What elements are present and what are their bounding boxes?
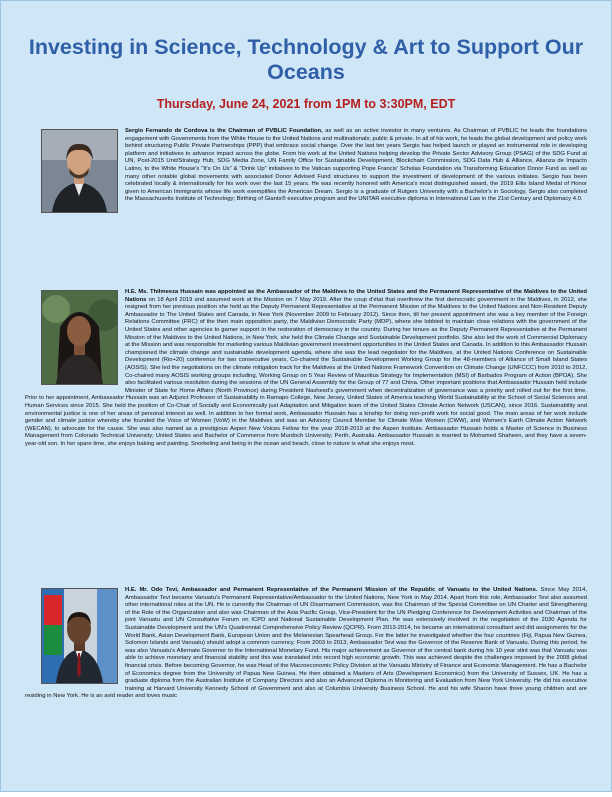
speaker-name-line: Sergio Fernando de Cordova is the Chairman of PVBLIC Foundation, — [125, 128, 323, 134]
speaker-name-line: H.E. Mr. Odo Tevi, Ambassador and Permanent Representative of the Permanent Mission of the Republic of Vanuatu to the United Nations. — [125, 587, 538, 593]
speaker-photo-thilmeeza — [41, 290, 118, 385]
bio-sergio-de-cordova — [25, 128, 587, 275]
bio-odo-tevi — [25, 587, 587, 797]
speaker-photo-odo-tevi — [41, 588, 118, 684]
speaker-photo-sergio — [41, 129, 118, 213]
speaker-bio-text: on 18 April 2019 and assumed work at the Mission on 7 May 2019. After the coup d'état that overthrew the first democratic government in the Maldives, in 2012, she resigned from her previous position she held as the Deputy Permanent Representative at the Permanent Mission of the Maldives to the United Nations and Non-Resident Deputy Ambassador to The United States and Canada, in New York (November 2009 to February 2012). Since then, till her present appointment she was a key member of the Foreign Relations Committee (FRC) of the then main opposition party, the Maldivian Democratic Party (MDP), where she lobbied to maintain close relations with the government of the United States and other agencies to garner support in the restoration of democracy in the country. During her tenure as the Deputy Permanent Representative at the Permanent Mission of the Maldives to the United Nations, in New York, she held the Climate Change and Sustainable Development portfolio. She also led the work of Commercial Diplomacy at the Mission and was responsible for marketing various Maldivian government investment opportunities in the United States and Canada. In addition to this Ambassador Hussain championed the climate change and sustainable development agenda, where she was the lead negotiator for the Maldives, at the United Nations Conference on Sustainable Development (Rio+20) conference for two consecutive years, Co-chaired the Sustainable Development Working Group for the 48-members of Alliance of Small Island States (AOSIS). She led the negotiations on the climate mitigation track for the Maldives at the United Nations Framework Convention on Climate Change (UNFCCC) from 2010 to 2012, Co-chaired many AOSIS working groups including, Working Group on 5 Year Review of Mauritius Strategy for Implementation (MSI) of Barbados Program of Action (BPOA). She also facilitated various resolution during the sessions of the UN General Assembly for the Group of 77 and China. Other important positions that Ambassador Hussain held include Minister of State for Home Affairs (North Province) during President Nasheed's government when decentralization of governance was a priority and rolled out for the first time. Prior to her appointment, Ambassador Hussain was an Adjunct Professor of Sustainability in Ramapo College, New Jersey, United States of America teaching World Sustainability at the School of Social Sciences and Human Services since 2015. She held the position of Co-Chair of Socially and Economically just Adaptation and Mitigation team of the United States Climate Action Network (USCAN), since 2016. Sustainability and environmental justice is one of her areas of personal interest as well. In addition to her formal work, Ambassador Hussain has a kinship for doing non-profit work for social good. The main areas of her work include gender and climate justice whereby she founded the Voice of Women (VoW) in the Maldives and was an Advisory Council Member for Climate Wise Women (CWW), and Women's Earth Climate Action Network (WECAN), to advocate for the cause. She was also named as a prestigious Aspen New Voices Fellow for the year 2018-2019 at the Aspen Institute. Ambassador Hussain holds a Master of Science in Business Management from Colorado Technical University; United States and Bachelor of Commerce from Murdoch University; Perth, Australia. Ambassador Hussain is married to Mohamed Shaheen, and they have a seven-year-old son. In her spare time, she enjoys baking and painting. Snorkeling and being in the ocean and beach, close to nature is what she enjoys most. — [25, 296, 587, 447]
speaker-bio-text: as well as an active investor in many ventures. As Chairman of PVBLIC he leads the foundations engagement with Governments from the White House to the United Nations and multinationals; public & private. In all of his work, he leads the global development and policy work behind structuring Public Private Partnerships (PPP) that embrace social change. Over the last ten years Sergio has helped launch or played an instrumental role in developing platform and initiatives to advance impact across the globe. From his work at the United Nations helping develop the Private Sector Advisory Group (PSAG) of the SDG Fund at UN, Post-2015 Unit/Strategy Hub, SDG Media Zone, UN Family Office for Sustainable Development, Blockchain Commission, SDG Data Hub & Alliance, Alianza de Impacto Latino, to the White House's "It's On Us" & "Drink Up" initiatives to the Vatican supporting Pope Francis' Scholas Foundation via Transforming Education Donor Fund as well as many other notable global movements with associated Donor Advised Fund structures to support the investment of development of the various initiates. Sergio has been celebrated locally & internationally for his work over the last 15 years. He was recently honored with America's most distinguished award, the 2019 Ellis Island Medal of Honor given to American Immigrants whose life work exemplifies the American Dream. Sergio is a graduate of Rutgers University with a Bachelor's in Sociology, Sergio also completed the Massachusetts Institute of Technology; Birthing of Giants® executive program and the UNITAR executive diploma in International Law in the 21st Century and Diplomacy 4.0. — [125, 128, 587, 203]
speaker-name-line: H.E. Ms. Thilmeeza Hussain was appointed as the Ambassador of the Maldives to the United States and the Permanent Representative of the Maldives to the United Nations — [125, 289, 587, 303]
event-date-line: Thursday, June 24, 2021 from 1PM to 3:30PM, EDT — [156, 97, 456, 111]
speaker-bio-text: Since May 2014, Ambassador Tevi became Vanuatu's Permanent Representative/Ambassador to the United Nations, New York in May 2014. Apart from this role, Ambassador Tevi also assumed other international roles at the UN. He is currently the Chairman of UN Disarmament Commission, was the Chairman of the Special Committee on UN Charter and Strengthening of the Role of the Organization and also was Chairman of the Asia Pacific Group, Vice-President for the UN Pledging Conference for Development Activities and Chairman of the joint Vanuatu and UN Consultative Forum on ICPD and National Sustainable Development Plan. He was extensively involved in the negotiation of the 2030 Agenda for Sustainable Development and the UN's Quadrennial Comprehensive Policy Review (QCPR). From 2013-2014, he became an international consultant and did assignments for the World Bank, Asian Development Bank, European Union and the Melanesian Spearhead Group. For the latter he investigated whether the four countries (Fiji, Papua New Guinea, Solomon Islands and Vanuatu) should adopt a common currency. From 2003 to 2013, Ambassador Tevi was the Governor of the Reserve Bank of Vanuatu. During this period, he was also Vanuatu's Alternate Governor to the International Monetary Fund. His major achievement as Governor of the central bank during his 10 year stint was that Vanuatu was able to achieve monetary and financial stability and this was translated into record high economic growth. This was achieved despite the challenges imposed by the 2008 global financial crisis. Before becoming Governor, he was Head of the Macroeconomic Policy Division at the Vanuatu Ministry of Finance and Economic Management. He has a Bachelor of Economics degree from the University of Papua New Guinea. He then obtained a Masters of Arts (Development Economics) from the University of Sussex, UK. He has a graduate diploma from the Australian Institute of Company Directors and also an Advanced Diploma in Monitoring and Evaluation from New York University. He did his executive training at Harvard University Kennedy School of Government and also at Columbia University Business School. He and his wife Sharon have three young children and are residing in New York. He is an avid reader and loves music — [25, 587, 587, 700]
page-title: Investing in Science, Technology & Art to Support Our Oceans — [28, 35, 584, 84]
bio-thilmeeza-hussain — [25, 289, 587, 573]
